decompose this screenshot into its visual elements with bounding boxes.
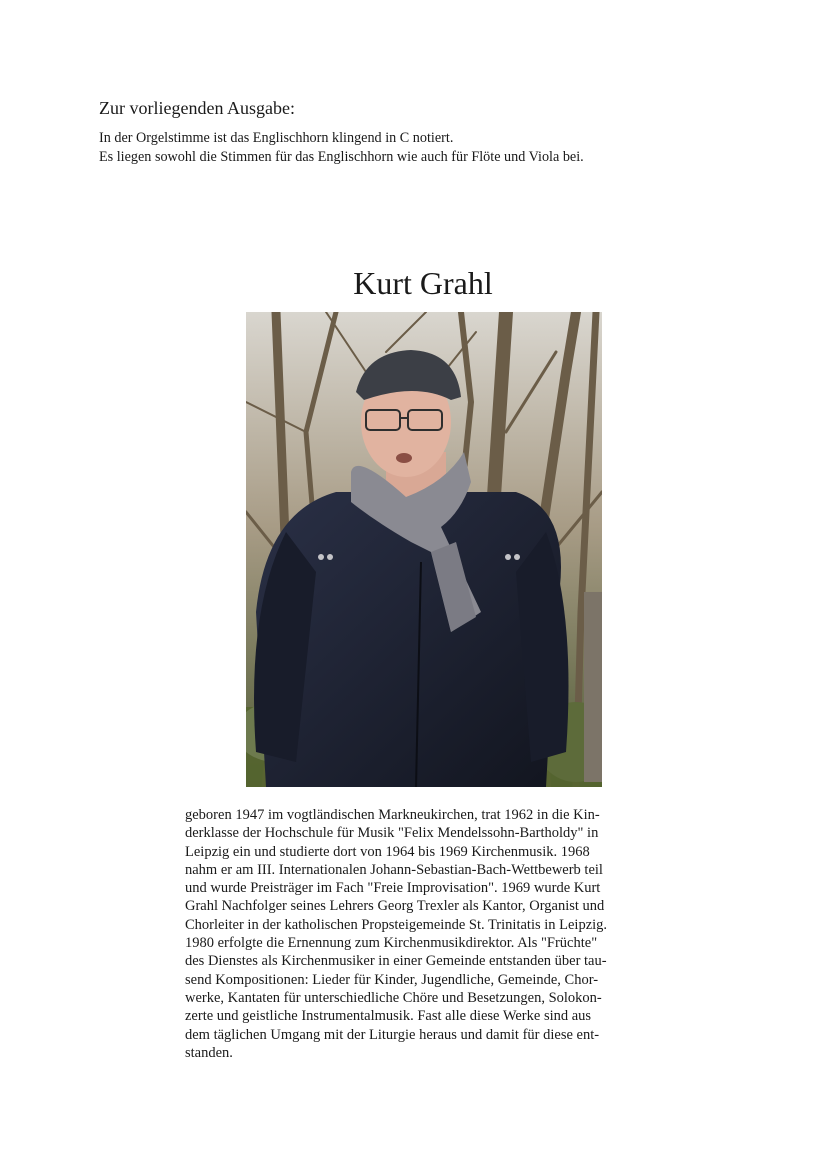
gravestone bbox=[584, 592, 602, 782]
composer-name: Kurt Grahl bbox=[353, 265, 493, 301]
bio-line: geboren 1947 im vogtländischen Markneukirchen, trat 1962 in die Kin- bbox=[185, 807, 600, 823]
bio-line: Chorleiter in der katholischen Propsteigemeinde St. Trinitatis in Leipzig. bbox=[185, 916, 608, 933]
bio-line: nahm er am III. Internationalen Johann-Sebastian-Bach-Wettbewerb teil bbox=[185, 861, 603, 878]
edition-heading: Zur vorliegenden Ausgabe: bbox=[99, 98, 295, 118]
bio-line: zerte und geistliche Instrumentalmusik. Fast alle diese Werke sind aus bbox=[185, 1008, 592, 1025]
bio-line: Grahl Nachfolger seines Lehrers Georg Trexler als Kantor, Organist und bbox=[185, 898, 605, 915]
bio-line: send Kompositionen: Lieder für Kinder, Jugendliche, Gemeinde, Chor- bbox=[185, 971, 599, 988]
bio-line: des Dienstes als Kirchenmusiker in einer Gemeinde entstanden über tau- bbox=[185, 953, 607, 970]
bio-line: dem täglichen Umgang mit der Liturgie heraus und damit für diese ent- bbox=[185, 1026, 600, 1043]
bio-line: Leipzig ein und studierte dort von 1964 bis 1969 Kirchenmusik. 1968 bbox=[185, 843, 590, 860]
composer-biography bbox=[185, 806, 660, 1062]
bio-line: standen. bbox=[185, 1044, 233, 1061]
bio-line: und wurde Preisträger im Fach "Freie Improvisation". 1969 wurde Kurt bbox=[185, 880, 601, 897]
bio-line: werke, Kantaten für unterschiedliche Chöre und Besetzungen, Solokon- bbox=[185, 989, 602, 1006]
edition-note-line: Es liegen sowohl die Stimmen für das Englischhorn wie auch für Flöte und Viola bei. bbox=[99, 149, 584, 165]
composer-portrait bbox=[246, 312, 602, 787]
edition-note-line: In der Orgelstimme ist das Englischhorn klingend in C notiert. bbox=[99, 130, 454, 146]
bio-line: derklasse der Hochschule für Musik "Felix Mendelssohn-Bartholdy" in bbox=[185, 825, 599, 842]
bio-line: 1980 erfolgte die Ernennung zum Kirchenmusikdirektor. Als "Früchte" bbox=[185, 935, 598, 952]
